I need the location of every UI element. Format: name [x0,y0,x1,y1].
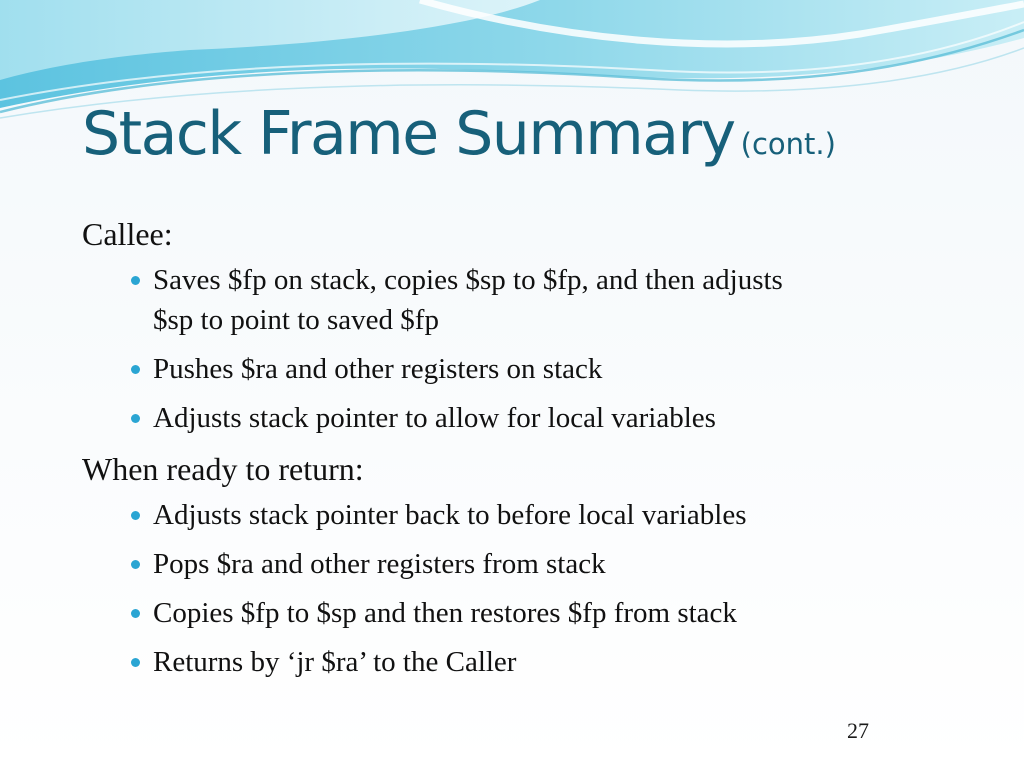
slide-body [82,212,962,691]
bullet-icon [131,414,140,423]
bullet-text-line: Adjusts stack pointer back to before local variables [153,499,747,531]
bullet-text-line: Pushes $ra and other registers on stack [153,353,603,385]
bullet-text-line: Saves $fp on stack, copies $sp to $fp, and then adjusts [153,264,783,296]
slide-page-number: 27 [847,718,869,743]
bullet-icon [131,560,140,569]
bullet-icon [131,511,140,520]
bullet-text-line: $sp to point to saved $fp [153,304,439,336]
list-item [82,398,962,438]
bullet-text-line: Copies $fp to $sp and then restores $fp from stack [153,597,737,629]
list-item [82,593,962,633]
bullet-icon [131,365,140,374]
section-heading-return: When ready to return: [82,451,364,487]
slide-title-suffix: (cont.) [740,127,836,161]
callee-bullet-list [82,260,962,438]
list-item [82,349,962,389]
bullet-icon [131,276,140,285]
slide-title-main: Stack Frame Summary [82,99,735,169]
bullet-icon [131,609,140,618]
list-item [82,544,962,584]
bullet-icon [131,658,140,667]
slide-title [82,99,836,169]
bullet-text-line: Returns by ‘jr $ra’ to the Caller [153,646,517,678]
bullet-text-line: Pops $ra and other registers from stack [153,548,606,580]
list-item [82,260,962,340]
section-heading-callee: Callee: [82,216,173,252]
bullet-text-line: Adjusts stack pointer to allow for local variables [153,402,716,434]
list-item [82,642,962,682]
return-bullet-list [82,495,962,682]
list-item [82,495,962,535]
